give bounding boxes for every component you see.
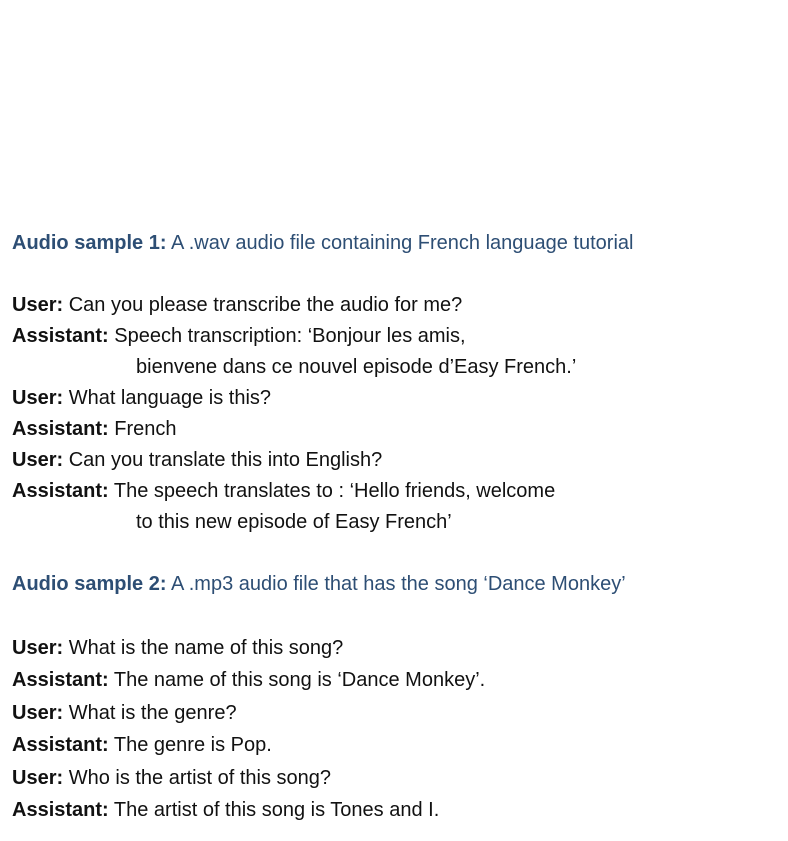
turn-text: Can you translate this into English? — [63, 449, 383, 471]
turn-text: Who is the artist of this song? — [63, 766, 332, 789]
dialog-turn — [12, 664, 782, 696]
speaker-label: User: — [12, 766, 64, 789]
turn-text: French — [108, 418, 177, 440]
dialog-turn — [12, 445, 782, 476]
speaker-label: Assistant: — [12, 480, 109, 502]
turn-text: The name of this song is ‘Dance Monkey’. — [108, 669, 486, 692]
document-body — [12, 228, 782, 826]
speaker-label: User: — [12, 294, 64, 316]
dialog-turn — [12, 632, 782, 664]
turn-text: The genre is Pop. — [108, 734, 272, 757]
speaker-label: User: — [12, 701, 64, 724]
turn-text: The artist of this song is Tones and I. — [108, 799, 440, 822]
audio-sample-1 — [12, 228, 782, 538]
turn-text: What is the genre? — [63, 701, 237, 724]
speaker-label: Assistant: — [12, 669, 109, 692]
dialog-turn — [12, 697, 782, 729]
sample-heading — [12, 228, 782, 259]
turn-text: Can you please transcribe the audio for me? — [63, 294, 463, 316]
speaker-label: Assistant: — [12, 418, 109, 440]
speaker-label: User: — [12, 637, 64, 659]
dialog-turn — [12, 321, 782, 383]
audio-sample-2 — [12, 569, 782, 826]
sample-heading — [12, 569, 782, 600]
turn-text: What language is this? — [63, 387, 272, 409]
turn-continuation: to this new episode of Easy French’ — [136, 511, 452, 533]
turn-text: The speech translates to : ‘Hello friends, welcome — [108, 480, 556, 502]
turn-text: What is the name of this song? — [63, 637, 344, 659]
speaker-label: User: — [12, 449, 64, 471]
dialog-turn — [12, 476, 782, 538]
dialog — [12, 290, 782, 538]
dialog-turn — [12, 414, 782, 445]
speaker-label: User: — [12, 387, 64, 409]
sample-heading-label: Audio sample 2: — [12, 573, 167, 595]
dialog-turn — [12, 762, 782, 794]
dialog-turn — [12, 383, 782, 414]
dialog-turn — [12, 794, 782, 826]
speaker-label: Assistant: — [12, 325, 109, 347]
dialog-turn — [12, 290, 782, 321]
sample-heading-text: A .mp3 audio file that has the song ‘Dance Monkey’ — [166, 573, 626, 595]
section-gap — [12, 538, 782, 569]
sample-heading-label: Audio sample 1: — [12, 232, 167, 254]
turn-text: Speech transcription: ‘Bonjour les amis, — [108, 325, 466, 347]
speaker-label: Assistant: — [12, 799, 109, 822]
sample-heading-text: A .wav audio file containing French language tutorial — [166, 232, 634, 254]
dialog-turn — [12, 729, 782, 761]
dialog — [12, 632, 782, 826]
turn-continuation: bienvene dans ce nouvel episode d’Easy French.’ — [136, 356, 577, 378]
speaker-label: Assistant: — [12, 734, 109, 757]
